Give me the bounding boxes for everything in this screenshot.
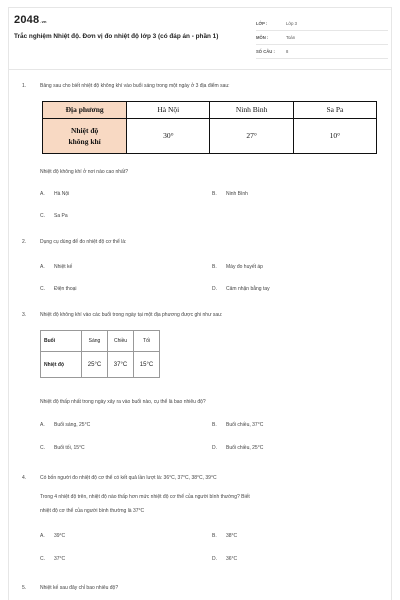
question-number: 2. <box>22 239 27 245</box>
meta-row-count: SỐ CÂU : 8 <box>256 46 388 59</box>
question-number: 1. <box>22 83 27 89</box>
question-text: Có bốn người đo nhiệt độ cơ thể có kết quả lần lượt là: 36°C, 37°C, 38°C, 39°C <box>40 475 217 481</box>
answer-option-a[interactable]: A. Hà Nội <box>40 191 70 197</box>
question-text: Dụng cụ dùng để đo nhiệt độ cơ thể là: <box>40 239 127 245</box>
question-text: Bảng sau cho biết nhiệt độ không khí vào buổi sáng trong một ngày ở 3 địa điểm sau: <box>40 83 230 89</box>
answer-option-b[interactable]: B. Máy đo huyết áp <box>212 264 263 270</box>
table-cell: 30° <box>127 119 210 154</box>
answer-option-a[interactable]: A. Nhiệt kế <box>40 264 73 270</box>
temperature-table <box>42 101 377 154</box>
table-cell: Sa Pa <box>293 102 376 119</box>
answer-option-b[interactable]: B. Buổi chiều, 37°C <box>212 422 264 428</box>
answer-option-d[interactable]: D. 36°C <box>212 556 238 562</box>
meta-info <box>256 18 388 60</box>
table-header-cell: Tối <box>134 331 160 352</box>
answer-option-b[interactable]: B. Ninh Bình <box>212 191 248 197</box>
table-row-label: Nhiệt độ <box>41 352 82 378</box>
answer-option-c[interactable]: C. Điện thoại <box>40 286 77 292</box>
answer-option-b[interactable]: B. 38°C <box>212 533 238 539</box>
answer-option-d[interactable]: D. Buổi chiều, 25°C <box>212 445 264 451</box>
table-cell: Ninh Bình <box>210 102 293 119</box>
question-text: Nhiệt kế sau đây chỉ bao nhiêu độ? <box>40 585 119 591</box>
table-header-cell: Chiều <box>108 331 134 352</box>
table-header-cell: Buổi <box>41 331 82 352</box>
answer-option-c[interactable]: C. 37°C <box>40 556 66 562</box>
table-cell: 27° <box>210 119 293 154</box>
document-header <box>14 14 384 62</box>
table-header-cell: Sáng <box>82 331 108 352</box>
table-header-cell: Địa phương <box>43 102 127 119</box>
answer-option-a[interactable]: A. 39°C <box>40 533 66 539</box>
table-cell: 10° <box>293 119 376 154</box>
question-number: 5. <box>22 585 27 591</box>
meta-row-subject: MÔN : Toán <box>256 32 388 45</box>
question-text: Nhiệt độ không khí vào các buổi trong ngày tại một địa phương được ghi như sau: <box>40 312 223 318</box>
daily-temperature-table <box>40 330 160 378</box>
site-logo[interactable]: 2048.vn <box>14 14 47 26</box>
question-number: 4. <box>22 475 27 481</box>
header-divider <box>8 69 392 70</box>
answer-option-c[interactable]: C. Sa Pa <box>40 213 68 219</box>
table-cell: 15°C <box>134 352 160 378</box>
meta-row-class: LỚP : Lớp 3 <box>256 18 388 31</box>
question-number: 3. <box>22 312 27 318</box>
question-prompt: Trong 4 nhiệt độ trên, nhiệt độ nào thấp hơn mức nhiệt độ cơ thể của người bình thường? Biết <box>40 494 250 500</box>
table-header-cell: Nhiệt độ không khí <box>43 119 127 154</box>
question-prompt: Nhiệt độ không khí ở nơi nào cao nhất? <box>40 169 129 175</box>
question-prompt: Nhiệt độ thấp nhất trong ngày xảy ra vào buổi nào, cụ thể là bao nhiêu độ? <box>40 399 206 405</box>
table-cell: 25°C <box>82 352 108 378</box>
answer-option-a[interactable]: A. Buổi sáng, 25°C <box>40 422 91 428</box>
table-cell: 37°C <box>108 352 134 378</box>
question-prompt: nhiệt độ cơ thể của người bình thường là 37°C <box>40 508 145 514</box>
table-cell: Hà Nội <box>127 102 210 119</box>
answer-option-d[interactable]: D. Cảm nhận bằng tay <box>212 286 270 292</box>
page-title: Trắc nghiệm Nhiệt độ. Đơn vị đo nhiệt độ lớp 3 (có đáp án - phần 1) <box>14 33 219 40</box>
answer-option-c[interactable]: C. Buổi tối, 15°C <box>40 445 85 451</box>
